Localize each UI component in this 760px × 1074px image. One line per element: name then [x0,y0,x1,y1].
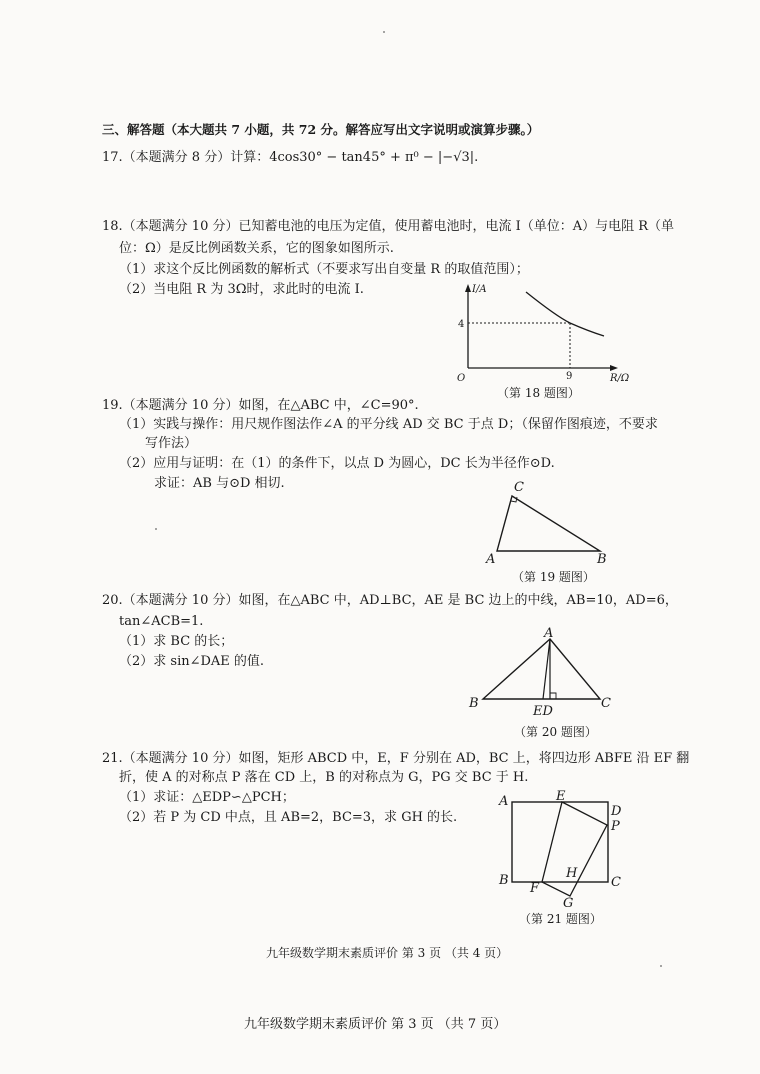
q18-y-tick: 4 [458,319,465,330]
q18-graph [452,282,642,386]
q20-right-angle-mark [550,693,556,699]
q20-part1: （1）求 BC 的长； [119,634,234,649]
footer-outer: 九年级数学期末素质评价 第 3 页 （共 7 页） [244,1017,507,1032]
q19-part1b: 写作法） [145,436,198,451]
q19-figure [480,476,620,568]
q21-label-P: P [611,819,620,834]
q18-x-tick: 9 [566,371,573,382]
q19-label-A: A [486,552,496,567]
q18-x-label: R/Ω [610,373,630,384]
scan-speck [383,31,385,33]
q19-part2: （2）应用与证明：在（1）的条件下，以点 D 为圆心，DC 长为半径作⊙D. [119,456,555,471]
q18-origin: O [457,373,466,384]
q21-part1: （1）求证：△EDP∽△PCH； [119,790,295,805]
q20-figure [464,624,624,720]
q21-label-A: A [499,794,509,809]
q17-text: 17.（本题满分 8 分）计算：4cos30° − tan45° + π⁰ − |−√3|. [102,150,479,165]
q21-rectangle [512,802,608,882]
q21-label-C: C [611,875,621,890]
q20-label-C: C [601,696,611,711]
q21-line2: 折，使 A 的对称点 P 落在 CD 上，B 的对称点为 G，PG 交 BC 于 H. [119,770,529,785]
q19-part1a: （1）实践与操作：用尺规作图法作∠A 的平分线 AD 交 BC 于点 D；（保留作图痕迹，不要求 [119,417,658,432]
q20-label-B: B [469,696,479,711]
footer-inner: 九年级数学期末素质评价 第 3 页 （共 4 页） [266,946,509,960]
q21-caption: （第 21 题图） [519,912,602,926]
q20-part2: （2）求 sin∠DAE 的值. [119,654,265,669]
section-heading: 三、解答题（本大题共 7 小题，共 72 分。解答应写出文字说明或演算步骤。） [102,122,540,137]
q19-triangle [497,496,600,551]
q18-y-label: I/A [472,284,487,295]
q20-triangle [483,639,600,699]
q21-part2: （2）若 P 为 CD 中点，且 AB=2，BC=3，求 GH 的长. [119,810,458,825]
q21-label-D: D [611,804,622,819]
q20-label-A: A [544,626,554,641]
q20-median-AE [543,639,550,699]
q20-line1: 20.（本题满分 10 分）如图，在△ABC 中，AD⊥BC，AE 是 BC 边上的中线，AB=10，AD=6， [102,593,678,608]
q18-y-arrow-icon [465,284,471,292]
q19-label-B: B [597,552,607,567]
q21-line1: 21.（本题满分 10 分）如图，矩形 ABCD 中，E，F 分别在 AD，BC 上，将四边形 ABFE 沿 EF 翻 [102,751,690,766]
q21-label-G: G [563,896,574,910]
scan-speck [155,528,157,530]
scan-speck [660,965,662,967]
q19-label-C: C [514,480,524,495]
q19-prove: 求证：AB 与⊙D 相切. [154,476,285,491]
q21-figure [494,788,634,910]
q18-part1: （1）求这个反比例函数的解析式（不要求写出自变量 R 的取值范围）； [119,262,529,277]
q18-line1: 18.（本题满分 10 分）已知蓄电池的电压为定值，使用蓄电池时，电流 I（单位：A）与电阻 R（单 [102,219,675,234]
q20-caption: （第 20 题图） [514,725,597,739]
q19-caption: （第 19 题图） [512,570,595,584]
q19-line1: 19.（本题满分 10 分）如图，在△ABC 中，∠C=90°. [102,398,419,413]
q21-label-H: H [566,866,578,881]
q21-label-F: F [530,881,540,896]
q18-part2: （2）当电阻 R 为 3Ω时，求此时的电流 I. [119,282,364,297]
q21-label-E: E [556,789,566,804]
q20-label-ED: ED [533,704,553,719]
q18-caption: （第 18 题图） [497,386,580,400]
q18-curve [526,292,604,336]
q21-label-B: B [499,873,509,888]
q20-line2: tan∠ACB=1. [119,614,204,629]
q18-x-arrow-icon [610,365,618,371]
q18-line2: 位：Ω）是反比例函数关系，它的图象如图所示. [119,241,394,256]
